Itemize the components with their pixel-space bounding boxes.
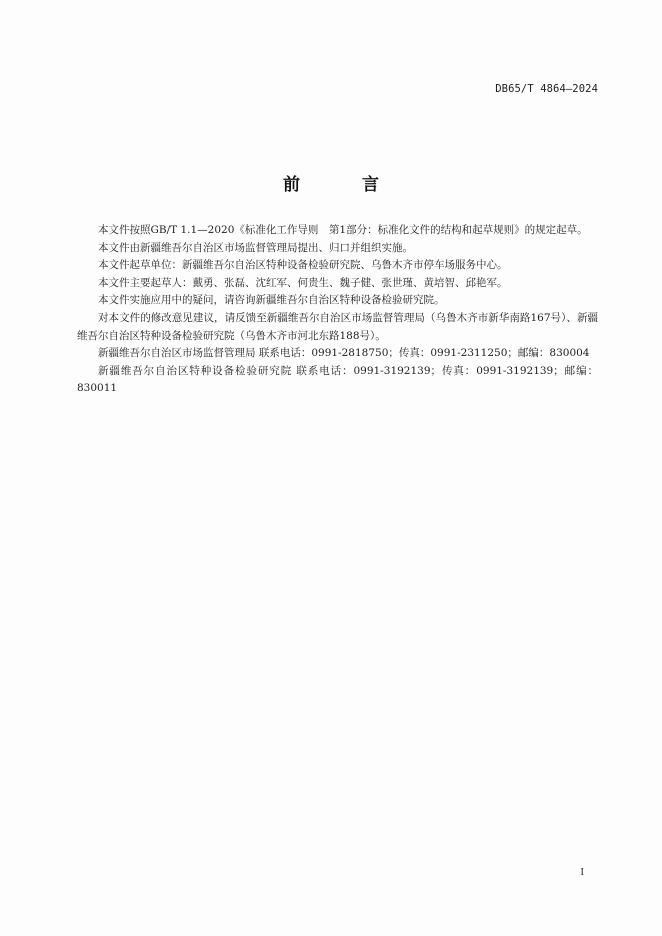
paragraph-drafting-rules: 本文件按照GB/T 1.1—2020《标准化工作导则 第1部分：标准化文件的结构和起草规则》的规定起草。 [98,224,588,236]
paragraph-drafters: 本文件主要起草人：戴勇、张磊、沈红军、何贵生、魏子健、张世瑾、黄培智、邱艳军。 [98,276,508,289]
paragraph-drafting-units: 本文件起草单位：新疆维吾尔自治区特种设备检验研究院、乌鲁木齐市停车场服务中心。 [98,259,508,272]
paragraph-inquiries: 本文件实施应用中的疑问，请咨询新疆维吾尔自治区特种设备检验研究院。 [98,294,445,307]
page-number: I [580,866,584,878]
paragraph-feedback: 对本文件的修改意见建议，请反馈至新疆维吾尔自治区市场监督管理局（乌鲁木齐市新华南路167号）、新疆维吾尔自治区特种设备检验研究院（乌鲁木齐市河北东路188号）。 [77,311,598,342]
paragraph-contact-market-bureau: 新疆维吾尔自治区市场监督管理局 联系电话：0991-2818750；传真：0991-2311250；邮编：830004 [98,347,590,360]
standard-code: DB65/T 4864—2024 [495,83,598,95]
paragraph-contact-inspection-institute: 新疆维吾尔自治区特种设备检验研究院 联系电话：0991-3192139；传真：0991-3192139；邮编：830011 [77,364,598,395]
paragraph-proposer: 本文件由新疆维吾尔自治区市场监督管理局提出、归口并组织实施。 [98,241,413,254]
page-title: 前 言 [283,175,407,195]
foreword-body [77,222,598,398]
